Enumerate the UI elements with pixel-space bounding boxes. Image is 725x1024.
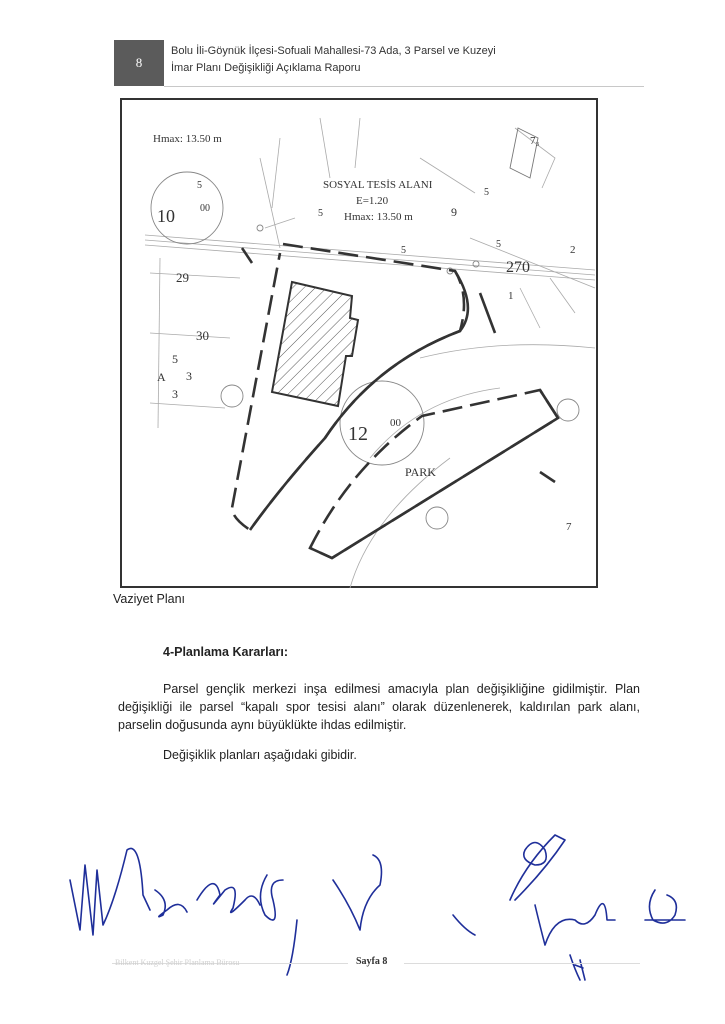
parcel-29-label: 29 bbox=[176, 270, 189, 285]
parcel-270-label: 270 bbox=[506, 259, 530, 276]
section-title: 4-Planlama Kararları: bbox=[163, 645, 289, 659]
parcel-1-label: 1 bbox=[508, 290, 514, 302]
social-facility-e: E=1.20 bbox=[356, 195, 389, 207]
footer-company: Bilkent Kuzgel Şehir Planlama Bürosu bbox=[115, 958, 240, 967]
block-a-5-label: 5 bbox=[172, 352, 178, 366]
dim-5-b: 5 bbox=[318, 208, 323, 219]
dim-5-a: 5 bbox=[197, 180, 202, 191]
dim-5-c: 5 bbox=[401, 245, 406, 256]
block-a-3b-label: 3 bbox=[172, 387, 178, 401]
block-a-label: A bbox=[157, 370, 166, 384]
parcel-10-sub: 00 bbox=[200, 203, 210, 214]
body-paragraph-2: Değişiklik planları aşağıdaki gibidir. bbox=[163, 748, 357, 762]
parcel-12-label: 12 bbox=[348, 423, 368, 445]
footer-rule-right bbox=[404, 963, 640, 964]
social-facility-title: SOSYAL TESİS ALANI bbox=[323, 179, 433, 191]
footer-page-label: Sayfa 8 bbox=[356, 956, 388, 967]
header-title-line1: Bolu İli-Göynük İlçesi-Sofuali Mahallesi-73 Ada, 3 Parsel ve Kuzeyi bbox=[171, 45, 496, 57]
parcel-7-bottom-label: 7 bbox=[566, 521, 572, 533]
signatures-image bbox=[55, 820, 705, 1010]
parcel-9-label: 9 bbox=[451, 205, 457, 219]
parcel-12-sub: 00 bbox=[390, 417, 401, 429]
dim-5-d: 5 bbox=[484, 187, 489, 198]
site-plan-map bbox=[120, 98, 598, 588]
parcel-7-top-label: 7₃ bbox=[530, 135, 540, 147]
parcel-2-label: 2 bbox=[570, 244, 576, 256]
header-title-line2: İmar Planı Değişikliği Açıklama Raporu bbox=[171, 62, 361, 74]
social-facility-hmax: Hmax: 13.50 m bbox=[344, 211, 413, 223]
dim-5-e: 5 bbox=[496, 239, 501, 250]
parcel-10-label: 10 bbox=[157, 206, 175, 226]
header-page-number: 8 bbox=[135, 55, 143, 70]
block-a-3a-label: 3 bbox=[186, 369, 192, 383]
body-paragraph: Parsel gençlik merkezi inşa edilmesi amacıyla plan değişikliğine gidilmiştir. Plan değişikliği ile parsel “kapalı spor tesisi alanı” olarak düzenlenerek, kaldırılan park alanı, parselin doğusunda aynı büyüklükte ihdas edilmiştir. bbox=[118, 682, 640, 732]
park-label: PARK bbox=[405, 465, 436, 479]
plan-caption: Vaziyet Planı bbox=[113, 592, 186, 606]
hmax-top-label: Hmax: 13.50 m bbox=[153, 133, 222, 145]
parcel-30-label: 30 bbox=[196, 328, 209, 343]
header-rule bbox=[164, 86, 644, 87]
